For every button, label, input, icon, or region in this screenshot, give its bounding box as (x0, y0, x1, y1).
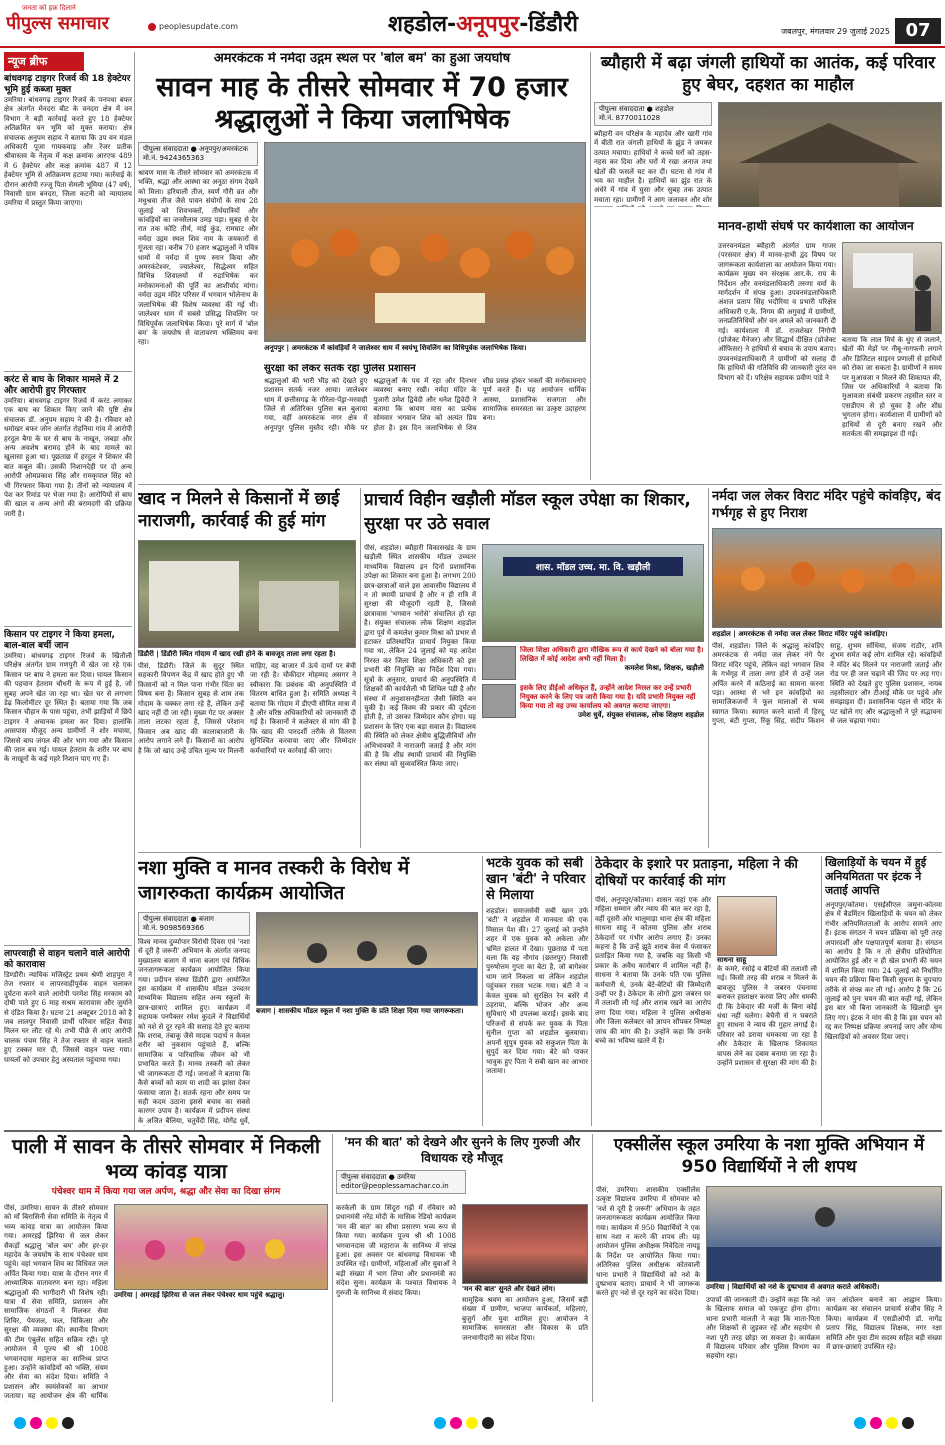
row-rule (138, 484, 942, 485)
mannkibaat-body: करकेली के ग्राम सिंदूरा गढ़ी में रविवार को प्रधानमंत्री नरेंद्र मोदी के मासिक रेडियो कार्यक्रम 'मन की बात' का सीधा प्रसारण भव्य रूप से किया गया। कार्यक्रम पूज्य श्री श्री 1008 भगवानदास जी महाराज के सानिध्य में संपन्न हुआ। इस अवसर पर बांधवगढ़ विधायक भी उपस्थित रहे। ग्रामीणों, महिलाओं और युवाओं ने बड़ी संख्या में भाग लिया और प्रधानमंत्री का संदेश सुना। कार्यक्रम के पश्चात विधायक ने गुरुजी के सानिध्य में संवाद किया। (336, 1204, 456, 1297)
mannkibaat-story (336, 1134, 588, 1402)
masthead-rule (0, 46, 945, 48)
mannkibaat-body-2: सामूहिक श्रवण का आयोजन हुआ, जिसमें बड़ी संख्या में ग्रामीण, भाजपा कार्यकर्ता, महिलाएं, बुजुर्ग और युवा शामिल हुए। आयोजन ने सामाजिक समरसता और विकास के प्रति जनभागीदारी का संदेश दिया। (462, 1296, 588, 1342)
column-rule (591, 856, 592, 1126)
woman-photo (717, 896, 777, 956)
byline-phone: मो.नं. 9098569366 (143, 924, 205, 932)
narmada-body: पीसं, शहडोल। जिले के श्रद्धालु कांवड़िए अमरकंटक से नर्मदा जल लेकर नंगे पैर विराट मंदिर पहुंचे, लेकिन वहां भगवान शिव के गर्भगृह में ताला लगा होने से उन्हें जल अर्पित करने में कठिनाई का सामना करना पड़ा। आस्था से भरे इन कांवड़ियों का सामाजिकजनों ने फूल मालाओं से भव्य स्वागत किया। स्वागत करने वालों में हिरदू गुप्ता, बंटी गुप्ता, रिंकू सिंह, संदीप किशन साहू, शुभम सोंधिया, संजय राठौर, शनि शुभम समेत कई लोग शामिल रहे। कांवड़ियों ने मंदिर बंद मिलने पर नाराजगी जताई और रोड पर ही जल चढ़ाने की जिद पर अड़ गए। स्थिति को देखते हुए पुलिस प्रशासन, नायब तहसीलदार और टीआई मौके पर पहुंचे और समझाइश दी। प्रशासनिक पहल से मंदिर के पट खोले गए और श्रद्धालुओं ने पूरे सद्भावना से जल चढ़ाया गया। (712, 642, 942, 726)
nasha-headline: नशा मुक्ति व मानव तस्करी के विरोध में जागरुकता कार्यक्रम आयोजित (138, 857, 410, 904)
excellence-body-2: उपायों की जानकारी दी। उन्होंने कहा कि नशे के खिलाफ समाज को एकजुट होना होगा। थाना प्रभारी मालती ने कहा कि माता-पिता और शिक्षकों से जुड़कर रहें और सहयोग से नशा पूरी तरह छोड़ा जा सकता है। कार्यक्रम में विद्यालय परिवार और पुलिस विभाग का सहयोग रहा। (706, 1296, 820, 1361)
fertilizer-caption: डिंडौरी | डिंडौरी स्थित गोदाम में खाद रखी होने के बावजूद ताला लगा रहता है। (138, 650, 336, 658)
fertilizer-headline: खाद न मिलने से किसानों में छाई नाराजगी, कार्रवाई की हुई मांग (138, 489, 340, 531)
lead-caption: अनूपपुर | अमरकंटक में कांवड़ियों ने जालेश्वर धाम में स्वयंभू शिवलिंग का विधिपूर्वक जलाभिषेक किया। (264, 344, 527, 352)
lead-headline: सावन माह के तीसरे सोमवार में 70 हजार श्रद्धालुओं ने किया जलाभिषेक (156, 72, 568, 136)
missing-body: शहडोल। समाजसेवी सबी खान उर्फ 'बंटी' ने शहडोल में मानवता की एक मिसाल पेश की। 27 जुलाई को उन्होंने शहर में एक युवक को अकेला और भ्रमित हालत में देखा। पूछताछ में पता चला कि वह नौगांव (छतरपुर) निवासी पुरुषोत्तम गुप्ता का बेटा है, जो बागेश्वर धाम जाने निकला था लेकिन शहडोल पहुंचकर रास्ता भटक गया। बंटी ने न केवल युवक को सुरक्षित रेन बसेरे में ठहराया, बल्कि भोजन और अन्य सुविधाएं भी उपलब्ध कराईं। इसके बाद परिजनों से संपर्क कर युवक के पिता सुनील गुप्ता को शहडोल बुलवाया। अपनों सुपुत्र युवक को सकुशल पिता के सुपुर्द कर दिया गया। बेटे को पाकर भावुक हुए पिता ने सबी खान का आभार जताया। (486, 907, 588, 1075)
students-graphic (257, 913, 478, 1006)
school-quote-1-name: कमलेश मिश्रा, शिक्षक, खड़ौली (624, 664, 704, 672)
excellence-headline: एक्सीलेंस स्कूल उमरिया के नशा मुक्ति अभियान में 950 विद्यार्थियों ने ली शपथ (613, 1135, 925, 1177)
column-rule (482, 856, 483, 1126)
column-rule (332, 1134, 333, 1402)
narmada-story (712, 488, 942, 848)
brief-body: उमरिया। बांधवगढ़ टाइगर रिजर्व के खितौली परिक्षेत्र अंतर्गत ग्राम गणपुरी में खेत जा रहे एक किसान पर बाघ ने हमला कर दिया। घायल किसान की पहचान हेतराम चौधरी के रूप में हुई है, जो सुबह अपने खेत जा रहा था। खेत घर से लगभग डेढ़ किलोमीटर दूर स्थित है। बताया गया कि जब किसान चौहान के पास पहुंचा, तभी झाड़ियों में छिपे टाइगर ने अचानक हमला कर दिया। हालांकि आसपास मौजूद अन्य ग्रामीणों ने शोर मचाया, जिससे बाघ जंगल की ओर भाग गया और किसान की जान बच गई। घायल हेतराम के शरीर पर बाघ के नाखूनों के कई गहरे निशान पाए गए हैं। (4, 652, 132, 764)
pali-caption: उमरिया | अमरहई झिरिया से जल लेकर पंचेश्वर धाम पहुंचे श्रद्धालु। (114, 1291, 285, 1299)
official-photo (482, 684, 516, 718)
column-rule (708, 488, 709, 848)
brief-headline: किसान पर टाइगर ने किया हमला, बाल-बाल बचीं जान (4, 630, 115, 651)
page-number: 07 (895, 18, 941, 44)
news-brief-label: न्यूज ब्रीफ (4, 52, 84, 71)
pali-body: पीसं, उमरिया। सावन के तीसरे सोमवार को माँ बिरासिनी सेवा समिति के नेतृत्व में भव्य कांवड़ यात्रा का आयोजन किया गया। अमरहई झिरिया से जल लेकर सैकड़ों श्रद्धालु 'बोल बम' और हर-हर महादेव के जयघोष के साथ पंचेश्वर धाम पहुंचे। वहां भगवान शिव का विधिवत जल अर्पित किया गया। यात्रा के दौरान नगर में आध्यात्मिक वातावरण बना रहा। महिला श्रद्धालुओं की भागीदारी भी विशेष रही। यात्रा में सेवा समिति, प्रशासन और सामाजिक संगठनों ने मिलकर सेवा शिविर, पेयजल, फल, चिकित्सा और सुरक्षा की व्यवस्था की। स्थानीय विभाग की टीम एंबुलेंस सहित सक्रिय रही। पूरे आयोजन में पूज्य श्री श्री 1008 भगवानदास महाराज का सानिध्य प्राप्त हुआ। उन्होंने कांवड़ियों को भक्ति, संयम और सेवा का संदेश दिया। समिति ने प्रशासन और स्वयंसेवकों का आभार जताया। यह आयोजन क्षेत्र की धार्मिक (4, 1204, 108, 1401)
nasha-body: विश्व मानव दुर्व्यापार विरोधी दिवस एवं 'नशा से दूरी है जरूरी' अभियान के अंतर्गत जनपद मुख्यालय बजाग में थाना बजाग एवं विधिक जनजागरूकता कार्यक्रम आयोजित किया गया। प्रदीपन संस्था डिंडौरी द्वारा आयोजित इस कार्यक्रम में शासकीय मॉडल उच्चतर माध्यमिक विद्यालय सहित अन्य स्कूलों के छात्र-छात्राएं शामिल हुए। कार्यक्रम में सहायक पनपैक्तर रमेश कुदले ने विद्यार्थियों को नशे से दूर रहने की सलाह देते हुए बताया कि शराब, तंबाकू जैसे मादक पदार्थ न केवल शरीर को नुकसान पहुंचाते हैं, बल्कि सामाजिक व पारिवारिक जीवन को भी प्रभावित करते हैं। मानव तस्करी को लेकर भी जागरूकता दी गई। जनाओं ने बताया कि कैसे बच्चों को काम या शादी का झांसा देकर फंसाया जाता है। सतर्क रहना और समय पर सही कदम उठाना इससे बचाव का सबसे कारगर उपाय है। कार्यक्रम में प्रदीपन संस्था के अजित बैलिया, चतुर्वेदी सिंह, योगेंद्र धुर्वे, (138, 938, 250, 1125)
school-quote-2: इसके लिए डीईओ अधिकृत हैं, उन्होंने आदेश निरस्त कर उन्हें प्रभारी नियुक्त करने के लिए पत्र जारी किया गया है। यदि प्रभारी नियुक्त नहीं किया गया तो वह उच्च कार्यालय को अवगत कराया जाएगा। (520, 684, 696, 710)
pali-subhead: पंचेश्वर धाम में किया गया जल अर्पण, श्रद्धा और सेवा का दिखा संगम (51, 1187, 281, 1197)
brief-headline: करंट से बाघ के शिकार मामले में 2 और आरोपी हुए गिरफ्तार (4, 375, 120, 396)
fertilizer-body: पीसं, डिंडौरी। जिले के सुदूर स्थित सहकारी विपणन केंद्र में खाद होते हुए भी किसानों को न मिल पाना गंभीर चिंता का विषय बना है। किसान सुबह से शाम तक गोदाम के चक्कर लगा रहे हैं, लेकिन उन्हें खाद नहीं दी जा रही। मुख्य गेट पर अक्सर ताला लटका रहता है, जिससे परेशान किसान अब खाद की कालाबाजारी के आरोप लगाने लगे हैं। किसानों का आरोप है कि जो खाद उन्हें उचित मूल्य पर मिलनी चाहिए, वह बाजार में ऊंचे दामों पर बेची जा रही है। चौकीदार मोहम्मद असगर ने स्वीकारा कि प्रबंधक की अनुपस्थिति में वितरण बाधित हुआ है। समिति अध्यक्ष ने बताया कि गोदाम में डीएपी सीमित मात्रा में है और वरिष्ठ अधिकारियों को जानकारी दी गई है। किसानों ने कलेक्टर से मांग की है कि खाद की पारदर्शी तरीके से वितरण सुनिश्चित करवाया जाए और जिम्मेदार कर्मचारियों पर कार्रवाई की जाए। (138, 662, 356, 755)
brief-headline: बांधवगढ़ टाइगर रिजर्व की 18 हेक्टेयर भूमि हुई कब्जा मुक्त (4, 74, 131, 95)
narmada-photo (712, 528, 942, 628)
narmada-headline: नर्मदा जल लेकर विराट मंदिर पहुंचे कांवड़िए, बंद गर्भगृह से हुए निराश (712, 489, 941, 521)
globe-icon (148, 23, 156, 31)
missing-story (486, 856, 588, 1126)
workshop-body: उत्तरवनमंडल ब्यौहारी अंतर्गत ग्राम गाजर (परसवार क्षेत्र) में मानव-हाथी द्वंद विषय पर जागरूकता कार्यशाला का आयोजन किया गया। कार्यक्रम मुख्य वन संरक्षक आर.के. राय के निर्देशन और वनमंडलाधिकारी तरुणा वर्मा के मार्गदर्शन में संपन्न हुआ। उपवनमंडलाधिकारी अंशज प्रताप सिंह भदौरिया व प्रभारी परिक्षेत्र अधिकारी ए.के. निगम की अगुवाई में ग्रामीणों, जनप्रतिनिधियों और वन अमले को जानकारी दी गई। कार्यशाला में डॉ. राजशेखर निंगोपी (प्रोजेक्ट मैनेजर) और सिद्धार्थ दीक्षित (प्रोजेक्ट ऑफिसर) ने हाथियों से बचाव के उपाय बताए। उपवनमंडलाधिकारी ने ग्रामीणों को सलाह दी कि हाथियों की गतिविधि की जानकारी तुरंत वन विभाग को दें। परिक्षेत्र सहायक प्रवीण पांडे ने (718, 242, 836, 382)
lead-story (138, 52, 586, 480)
sports-body: अनूपपुर/कोतमा। एसईसीएल जमुना-कोतमा क्षेत्र में बैडमिंटन खिलाड़ियों के चयन को लेकर गंभीर अनियमितताओं के आरोप सामने आए हैं। इंटक संगठन ने चयन प्रक्रिया को पूरी तरह अपारदर्शी और पक्षपातपूर्ण बताया है। संगठन का आरोप है कि न तो क्षेत्रीय प्रतियोगिता आयोजित हुई और न ही खेल प्रभारी की चयन में शामिल किया गया। 24 जुलाई को निर्धारित चयन की प्रक्रिया बिना किसी सूचना के चुपचाप तरीके से संपन्न कर ली गई। आरोप है कि 26 जुलाई को पुनः चयन की बात कही गई, लेकिन इस बार भी बिना जानकारी के खिलाड़ी चुन लिए गए। इंटक ने मांग की है कि इस चयन को रद्द कर निष्पक्ष प्रक्रिया अपनाई जाए और योग्य खिलाड़ियों को अवसर दिया जाए। (825, 901, 942, 1041)
lead-body-2: श्रद्धालुओं की भारी भीड़ को देखते हुए प्रशासन सतर्क नजर आया। जालेश्वर धाम में छत्तीसगढ़ के गौरेला-पेंड्रा-मरवाही जिले से अतिरिक्त पुलिस बल बुलाया गया, वहीं अमरकंटक नगर क्षेत्र में अनूपपुर पुलिस मुस्तैद रही। मौके पर श्रद्धालुओं के पथ में रहा और दिनभर व्यवस्था बनाए रखी। नर्मदा मंदिर के पुजारी उमेश द्विवेदी और धनेश द्विवेदी ने बताया कि श्रावण मास का प्रत्येक सोमवार भगवान शिव को अत्यंत प्रिय होता है। इस दिन जलाभिषेक से शिव शीघ्र प्रसन्न होकर भक्तों की मनोकामनाएं पूर्ण करते हैं। यह आयोजन धार्मिक आस्था, प्रशासनिक सजगता और सामाजिक समरसता का उत्कृष्ट उदाहरण बना। (264, 376, 586, 432)
excellence-body-3: जन आंदोलन बनाने का आह्वान किया। कार्यक्रम का संचालन प्राचार्य संजीव सिंह ने किया। कार्यक्रम में एसडीओपी डॉ. नागेंद्र प्रताप सिंह, विद्यालय शिक्षक, नगर रक्षा समिति और युवा टीम सदस्य सहित बड़ी संख्या में छात्र-छात्राएं उपस्थित रहे। (826, 1296, 942, 1352)
lead-byline (138, 142, 258, 166)
lead-subhead: सुरक्षा को लेकर सतर्क रहा पुलिस प्रशासन (264, 364, 416, 374)
byline-text: पीपुल्स संवाददाता ● शहडोल (599, 105, 674, 113)
byline-email[interactable]: editor@peoplessamachar.co.in (341, 1182, 449, 1190)
excellence-story (596, 1134, 942, 1402)
row-rule (4, 1130, 942, 1132)
brief-item (4, 371, 132, 623)
column-rule (360, 488, 361, 848)
column-rule (592, 1134, 593, 1402)
school-story (364, 488, 704, 848)
row-rule (138, 852, 942, 853)
column-rule (134, 52, 135, 1132)
workshop-story (718, 220, 942, 482)
dateline: जबलपुर, मंगलवार 29 जुलाई 2025 (781, 27, 890, 36)
lead-body: श्रावण मास के तीसरे सोमवार को अमरकंटक में भक्ति, श्रद्धा और आस्था का अनूठा संगम देखने को मिला। हरियाली तीज, स्वर्ण गौरी व्रत और मधुश्रवा तीज जैसे पावन संयोगों के साथ 28 जुलाई को शिवभक्तों, तीर्थयात्रियों और कांवड़ियों का जनसैलाब उमड़ पड़ा। सुबह से देर रात तक कोटि तीर्थ, मांई कुंड, रामघाट और नर्मदा उद्गम स्थल शिव नाम के जयकारों से गूंजता रहा। करीब 70 हजार श्रद्धालुओं ने पवित्र धामों में नर्मदा में पुण्य स्नान किया और अमरकंटेश्वर, ज्वालेश्वर, सिद्धेश्वर सहित विभिन्न शिवालयों में रुद्राभिषेक कर मनोकामनाओं की पूर्ति का आशीर्वाद मांगा। नर्मदा उद्गम मंदिर परिसर में भगवान भोलेनाथ के जलाभिषेक की विशेष व्यवस्था की गई थी। जालेश्वर धाम में सबसे प्रसिद्ध शिवलिंग पर विधिपूर्वक जलाभिषेक किया। पूरे मार्ग में 'बोल बम' के जयघोष से वातावरण भक्तिमय बना रहा। (138, 169, 258, 347)
assembly-graphic (707, 1187, 942, 1282)
mannkibaat-headline: 'मन की बात' को देखने और सुनने के लिए गुरुजी और विधायक रहे मौजूद (343, 1135, 581, 1165)
mannkibaat-caption: 'मन की बात' सुनते और देखते लोग। (462, 1285, 556, 1293)
school-signboard: शास. मॉडल उच्च. मा. वि. खड़ौली (503, 557, 683, 576)
damaged-house-graphic (719, 103, 942, 207)
elephant-headline: ब्यौहारी में बढ़ा जंगली हाथियों का आतंक, कई परिवार हुए बेघर, दहशत का माहौल (600, 53, 936, 95)
school-body: पीसं, शहडोल। ब्यौहारी विकासखंड के ग्राम खड़ौली स्थित शासकीय मॉडल उच्चतर माध्यमिक विद्यालय इन दिनों प्रशासनिक उपेक्षा का शिकार बना हुआ है। लगभग 200 छात्र-छात्राओं वाले इस आवासीय विद्यालय में न तो स्थायी प्राचार्य है और न ही रात्रि में सुरक्षा की मौजूदगी रहती है, जिससे छात्रावास 'भगवान भरोसे' संचालित हो रहा है। संयुक्त संचालक लोक शिक्षण शहडोल द्वारा पूर्व में कमलेश कुमार मिश्रा को प्रभार से हटाकर प्रतिस्थापित प्राचार्य नियुक्त किया गया था, लेकिन 24 जुलाई को यह आदेश निरस्त कर जिला शिक्षा अधिकारी को इस प्रभारी की नियुक्ति का निर्देश दिया गया। सूत्रों के अनुसार, प्राचार्य की अनुपस्थिति में शिक्षकों की कार्यशैली भी शिथिल पड़ी है और संस्था में अनुशासनहीनता जैसी स्थिति बन चुकी है। कई किस्म की प्रकार की दुर्घटना होती है, तो उसका जिम्मेदार कौन होगा। यह प्रशासन के लिए एक बड़ा सवाल है। विद्यालय की स्थिति को लेकर क्षेत्रीय बुद्धिजीवियों और अभिभावकों ने नाराजगी जताई है और मांग की है कि शीघ्र स्थायी प्राचार्य की नियुक्ति कर संस्था को सुव्यवस्थित किया जाए। (364, 544, 476, 769)
presenter-graphic (843, 243, 942, 334)
brief-body: डिण्डौरी। न्यायिक मजिस्ट्रेट प्रथम श्रेणी शाहपुरा ने तेज रफ्तार व लापरवाहीपूर्वक वाहन चलाकर दुर्घटना करने वाले आरोपी परमेश सिंह मरकाम को दोषी पाते हुए 6 माह सश्रम कारावास और जुर्माने से दंडित किया है। घटना 21 अक्टूबर 2018 को है जब लालपुर निवासी प्रार्थी परिवार सहित वैवाह मिलन घर लौट रहे थे। तभी पीछे से आए आरोपी चालक पंचम सिंह ने तेज रफ्तार से वाहन चलाते हुए टक्कर मार दी, जिससे वाहन पलट गया। घायलों को उपचार हेतु अस्पताल पहुंचाया गया। (4, 971, 132, 1064)
nasha-story (138, 856, 478, 1126)
elephant-photo (718, 102, 942, 207)
workshop-photo (842, 242, 942, 334)
official-photo (482, 646, 516, 680)
school-quote-1: जिला शिक्षा अधिकारी द्वारा मौखिक रूप से कार्य देखने को बोला गया है। लिखित में कोई आदेश अभी नहीं मिला है। (520, 646, 704, 663)
print-registration-bar (0, 1408, 945, 1438)
elephant-body: ब्यौहारी वन परिक्षेत्र के महादेव और खारी गांव में बीती रात जंगली हाथियों के झुंड ने जमकर उत्पात मचाया। हाथियों ने कच्चे घरों को तहस-नहस कर दिया और घरों में रखा अनाज तथा खेतों की फसलें चट कर दीं। घटना से गांव में भय का माहौल है। हाथियों का झुंड रात के अंधेरे में गांव में घुसा और सुबह तक उत्पात मचाता रहा। ग्रामीणों ने आग जलाकर और शोर (594, 130, 712, 204)
pali-headline: पाली में सावन के तीसरे सोमवार में निकली भव्य कांवड़ यात्रा (11, 1134, 321, 1183)
masthead (0, 0, 945, 50)
harassment-body: पीसं, अनूपपुर/कोतमा। शासन जहां एक ओर महिला सम्मान और न्याय की बात कर रहा है, वहीं दूसरी ओर भालूमाड़ा थाना क्षेत्र की महिला साधना साहू ने कोतमा पुलिस और शराब ठेकेदारों पर गंभीर आरोप लगाए हैं। उनका कहना है कि उन्हें झूठे शराब केस में फंसाकर प्रताड़ित किया गया है, जबकि वह किसी भी प्रकार के अवैध कारोबार में शामिल नहीं हैं। साधना ने बताया कि उनके पति एक पुलिस कर्मचारी थे, उनके बेटे-बेटियों की जिम्मेदारी उन्हीं पर है। ठेकेदार के लोगों द्वारा जबरन घर में तलाशी ली गई और शराब रखने का आरोप लगा दिया गया। महिला ने पुलिस अधीक्षक और जिला कलेक्टर को ज्ञापन सौंपकर निष्पक्ष जांच की मांग की है। उन्होंने कहा कि उनके बच्चे का भविष्य खतरे में है। (595, 896, 711, 1046)
missing-headline: भटके युवक को सबी खान 'बंटी' ने परिवार से मिलाया (486, 856, 586, 903)
column-rule (590, 52, 591, 480)
nasha-photo (256, 912, 478, 1006)
sports-story (825, 856, 942, 1126)
mannkibaat-photo (462, 1204, 588, 1284)
website-link[interactable] (148, 22, 308, 36)
harassment-headline: ठेकेदार के इशारे पर प्रताड़ना, महिला ने की दोषियों पर कार्रवाई की मांग (595, 857, 798, 889)
nasha-caption: बजाग | शासकीय मॉडल स्कूल में नशा मुक्ति के प्रति शिक्षा दिया गया जागरूकता। (256, 1007, 464, 1015)
brand-logo (6, 4, 146, 44)
fertilizer-story (138, 488, 356, 848)
brief-item (4, 74, 132, 368)
elephant-byline (594, 102, 712, 126)
woman-photo-name: साधना साहू (717, 956, 747, 964)
brief-headline: लापरवाही से वाहन चलाने वाले आरोपी को कारावास (4, 949, 130, 970)
pali-story (4, 1134, 328, 1402)
byline-text: पीपुल्स संवाददाता ● बजाग (143, 915, 214, 923)
column-rule (821, 856, 822, 1126)
school-quote-2-name: उमेश धुर्वे, संयुक्त संचालक, लोक शिक्षण शहडोल (578, 711, 704, 719)
brand-name: पीपुल्स समाचार (6, 13, 109, 34)
section-b: अनूपपुर (456, 12, 520, 37)
harassment-body-2: के कमरे, रसोई व बेटियों की तलाशी ली गई। किसी तरह की शराब न मिलने के बावजूद पुलिस ने जबरन पंचनामा बनाकर हस्ताक्षर करवा लिए और धमकी दी कि ठेकेदार की मर्जी के बिना कोई धंधा नहीं चलेगा। बेचैनी से न घबराते हुए साधना ने न्याय की गुहार लगाई है। परिवार को डराया धमकाया जा रहा है और ठेकेदार के खिलाफ शिकायत वापस लेने का दबाव बनाया जा रहा है। उन्होंने प्रशासन से सुरक्षा की मांग की है। (717, 965, 817, 1068)
lead-kicker: अमरकंटक में नर्मदा उद्गम स्थल पर 'बोल बम' का हुआ जयघोष (213, 52, 511, 66)
fertilizer-photo (138, 540, 356, 648)
color-registration-graphic (0, 1408, 945, 1438)
excellence-body: पीसं, उमरिया। शासकीय एक्सीलेंस उत्कृष्ट विद्यालय उमरिया में सोमवार को 'नशे से दूरी है जरूरी' अभियान के तहत जनजागरूकता कार्यक्रम आयोजित किया गया। कार्यक्रम में 950 विद्यार्थियों ने एक साथ नशा न करने की शपथ ली। यह आयोजन पुलिस अधीक्षक निवेदिता नायडू के निर्देश पर आयोजित किया गया। अतिरिक्त पुलिस अधीक्षक कोतवाली थाना प्रभारी ने विद्यार्थियों को नशे के दुष्प्रभाव बताए। प्राचार्य ने भी जागरूक करते हुए नशे से दूर रहने का संदेश दिया। (596, 1186, 700, 1298)
pali-photo (114, 1204, 328, 1290)
excellence-photo (706, 1186, 942, 1282)
byline-text: पीपुल्स संवाददाता ● उमरिया (341, 1173, 416, 1181)
harassment-story (595, 856, 817, 1126)
section-c: -डिंडौरी (519, 12, 578, 37)
nasha-byline (138, 912, 250, 936)
brief-body: उमरिया। बांधवगढ़ टाइगर रिजर्व में करंट लगाकर एक बाघ का शिकार किए जाने की पुष्टि क्षेत्र संचालक डॉ. अनुपम सहाय ने की है। रविवार को धमोखर बफर जोन अंतर्गत रोहनिया गांव में आरोपी हरदुल बैगा के घर से बाघ के नाखून, जबड़ा और अन्य अवशेष बरामद होने के बाद मामले का खुलासा हुआ था। पूछताछ में हरदुल ने शिकार की बात कबूल की। उसकी निशानदेही पर दो अन्य आरोपी ओमप्रकाश सिंह और रामकृपाल सिंह को भी गिरफ्तार किया गया है। तीनों को न्यायालय में पेश कर रिमांड पर भेजा गया है। आरोपियों से बाघ की खाल व अन्य अंगों की बरामदगी की प्रक्रिया जारी है। (4, 397, 132, 518)
brief-body: उमरिया। बांधवगढ़ टाइगर रिजर्व के पनपथा बफर क्षेत्र अंतर्गत मेनदरा बीट के वनदरा क्षेत्र में वन विभाग ने बड़ी कार्रवाई करते हुए 18 हेक्टेयर अतिक्रमित वन भूमि को मुक्त कराया। क्षेत्र संचालक अनुपम सहाय ने बताया कि उप वन मंडल अधिकारी पूजा गायकवाड़ और रेंजर प्रतीक श्रीवास्तव के नेतृत्व में कक्ष क्रमांक आरएफ 489 में 6 हेक्टेयर और कक्ष क्रमांक 487 में 12 हेक्टेयर भूमि से अतिक्रमण हटाया गया। कार्रवाई के दौरान आरोपी रज्जू पिता सेमली भूमिया (47 वर्ष), निवासी ग्राम बनदरा, जिला कटनी को न्यायालय उमरिया में प्रस्तुत किया जाएगा। (4, 96, 132, 208)
yatra-graphic (115, 1205, 328, 1290)
narmada-caption: शहडोल | अमरकंटक से नर्मदा जल लेकर विराट मंदिर पहुंचे कांवड़िए। (712, 630, 888, 638)
mannkibaat-byline (336, 1170, 466, 1194)
warehouse-graphic (139, 541, 356, 648)
section-title (388, 10, 648, 44)
school-headline: प्राचार्य विहीन खड़ौली मॉडल स्कूल उपेक्षा का शिकार, सुरक्षा पर उठे सवाल (364, 490, 691, 534)
school-photo (482, 544, 704, 642)
excellence-caption: उमरिया | विद्यार्थियों को नशे के दुष्प्रभाव से अवगत कराते अधिकारी। (706, 1283, 880, 1291)
sports-headline: खिलाड़ियों के चयन में हुई अनियमितता पर इंटक ने जताई आपत्ति (825, 856, 927, 897)
elephant-story (594, 52, 942, 207)
byline-phone: मो.नं. 9424365363 (143, 154, 205, 162)
website-text: peoplesupdate.com (159, 22, 239, 31)
workshop-side-body: बताया कि लाल मिर्च के धुंए से जलाने, खेतों की मेड़ों पर नीबू-नागफनी लगाने और डिजिटल साइरन प्रणाली से हाथियों को रोका जा सकता है। ग्रामीणों ने समय पर मुआवजा न मिलने की शिकायत की, जिस पर अधिकारियों ने बताया कि मुआवजा संबंधी प्रकरण तहसील स्तर व एसडीएम से हो चुका है और शीघ्र भुगतान होगा। कार्यशाला में ग्रामीणों को हाथियों से दूरी बनाए रखने और सतर्कता की समझाइश दी गई। (842, 336, 942, 439)
lead-photo (264, 142, 586, 342)
kanwariya-graphic (713, 529, 942, 628)
byline-phone: मो.नं. 8770011028 (599, 114, 661, 122)
section-a: शहडोल- (388, 12, 457, 37)
workshop-headline: मानव-हाथी संघर्ष पर कार्यशाला का आयोजन (718, 220, 914, 233)
brand-tagline: जनता को हक़ दिलाने (22, 4, 76, 12)
crowd-photo-graphic (265, 143, 586, 342)
brief-item (4, 626, 132, 942)
byline-text: पीपुल्स संवाददाता ● अनूपपुर/अमरकंटक (143, 145, 249, 153)
